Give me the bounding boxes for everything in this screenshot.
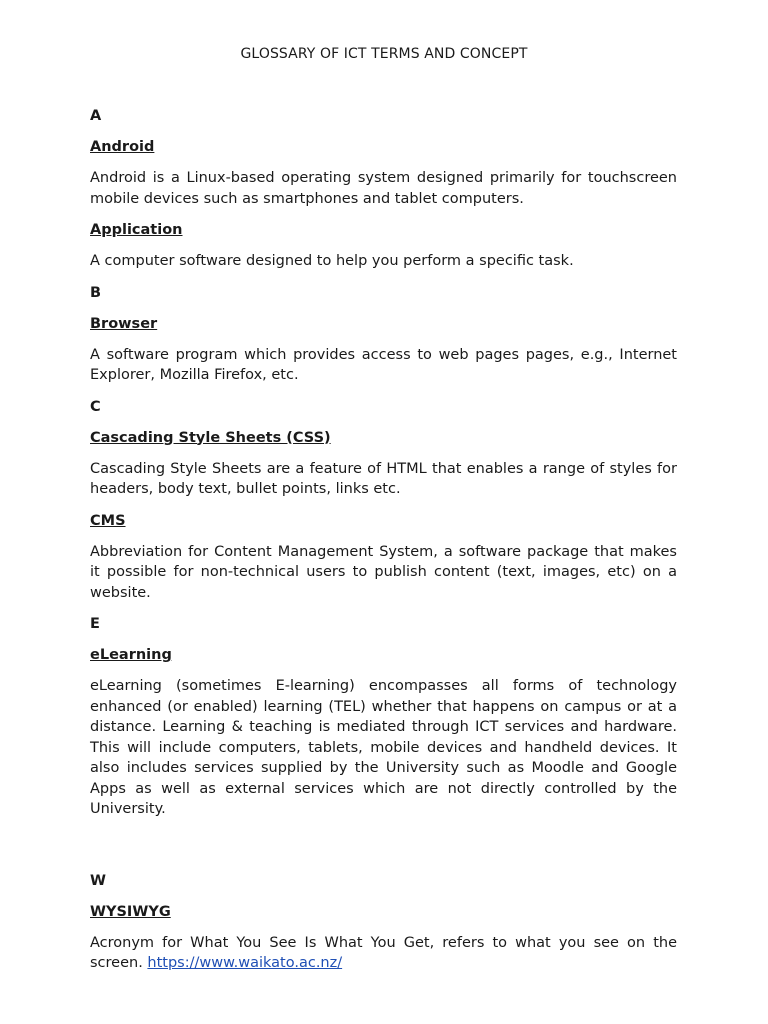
definition-wysiwyg-text: Acronym for What You See Is What You Get, refers to what you see on the screen. bbox=[90, 934, 677, 971]
definition-cms: Abbreviation for Content Management System, a software package that makes it possible for non-technical users to publish content (text, images, etc) on a website. bbox=[90, 543, 677, 601]
definition-browser: A software program which provides access to web pages pages, e.g., Internet Explorer, Mozilla Firefox, etc. bbox=[90, 346, 677, 383]
term-wysiwyg: WYSIWYG bbox=[90, 903, 171, 920]
section-letter-b: B bbox=[90, 284, 102, 301]
definition-android: Android is a Linux-based operating system designed primarily for touchscreen mobile devices such as smartphones and tablet computers. bbox=[90, 170, 677, 207]
glossary-content bbox=[90, 106, 677, 985]
definition-application: A computer software designed to help you perform a specific task. bbox=[90, 253, 574, 269]
term-elearning: eLearning bbox=[90, 647, 172, 663]
section-letter-a: A bbox=[90, 108, 102, 124]
document-title: GLOSSARY OF ICT TERMS AND CONCEPT bbox=[240, 46, 528, 62]
section-spacer bbox=[90, 831, 677, 871]
section-letter-e: E bbox=[90, 616, 100, 632]
term-browser: Browser bbox=[90, 315, 158, 332]
definition-css: Cascading Style Sheets are a feature of HTML that enables a range of styles for headers, body text, bullet points, links etc. bbox=[90, 460, 677, 497]
term-android: Android bbox=[90, 139, 155, 155]
term-application: Application bbox=[90, 222, 183, 238]
source-link[interactable]: https://www.waikato.ac.nz/ bbox=[147, 955, 343, 971]
definition-elearning: eLearning (sometimes E-learning) encompasses all forms of technology enhanced (or enabled) learning (TEL) whether that happens on campus or at a distance. Learning & teaching is mediated through ICT services and hardware. This will include computers, tablets, mobile devices and handheld devices. It also includes services supplied by the University such as Moodle and Google Apps as well as external services which are not directly controlled by the University. bbox=[90, 678, 677, 817]
term-cms: CMS bbox=[90, 512, 126, 529]
section-letter-c: C bbox=[90, 398, 101, 415]
section-letter-w: W bbox=[90, 872, 106, 889]
definition-wysiwyg bbox=[90, 933, 677, 974]
term-css: Cascading Style Sheets (CSS) bbox=[90, 429, 331, 446]
